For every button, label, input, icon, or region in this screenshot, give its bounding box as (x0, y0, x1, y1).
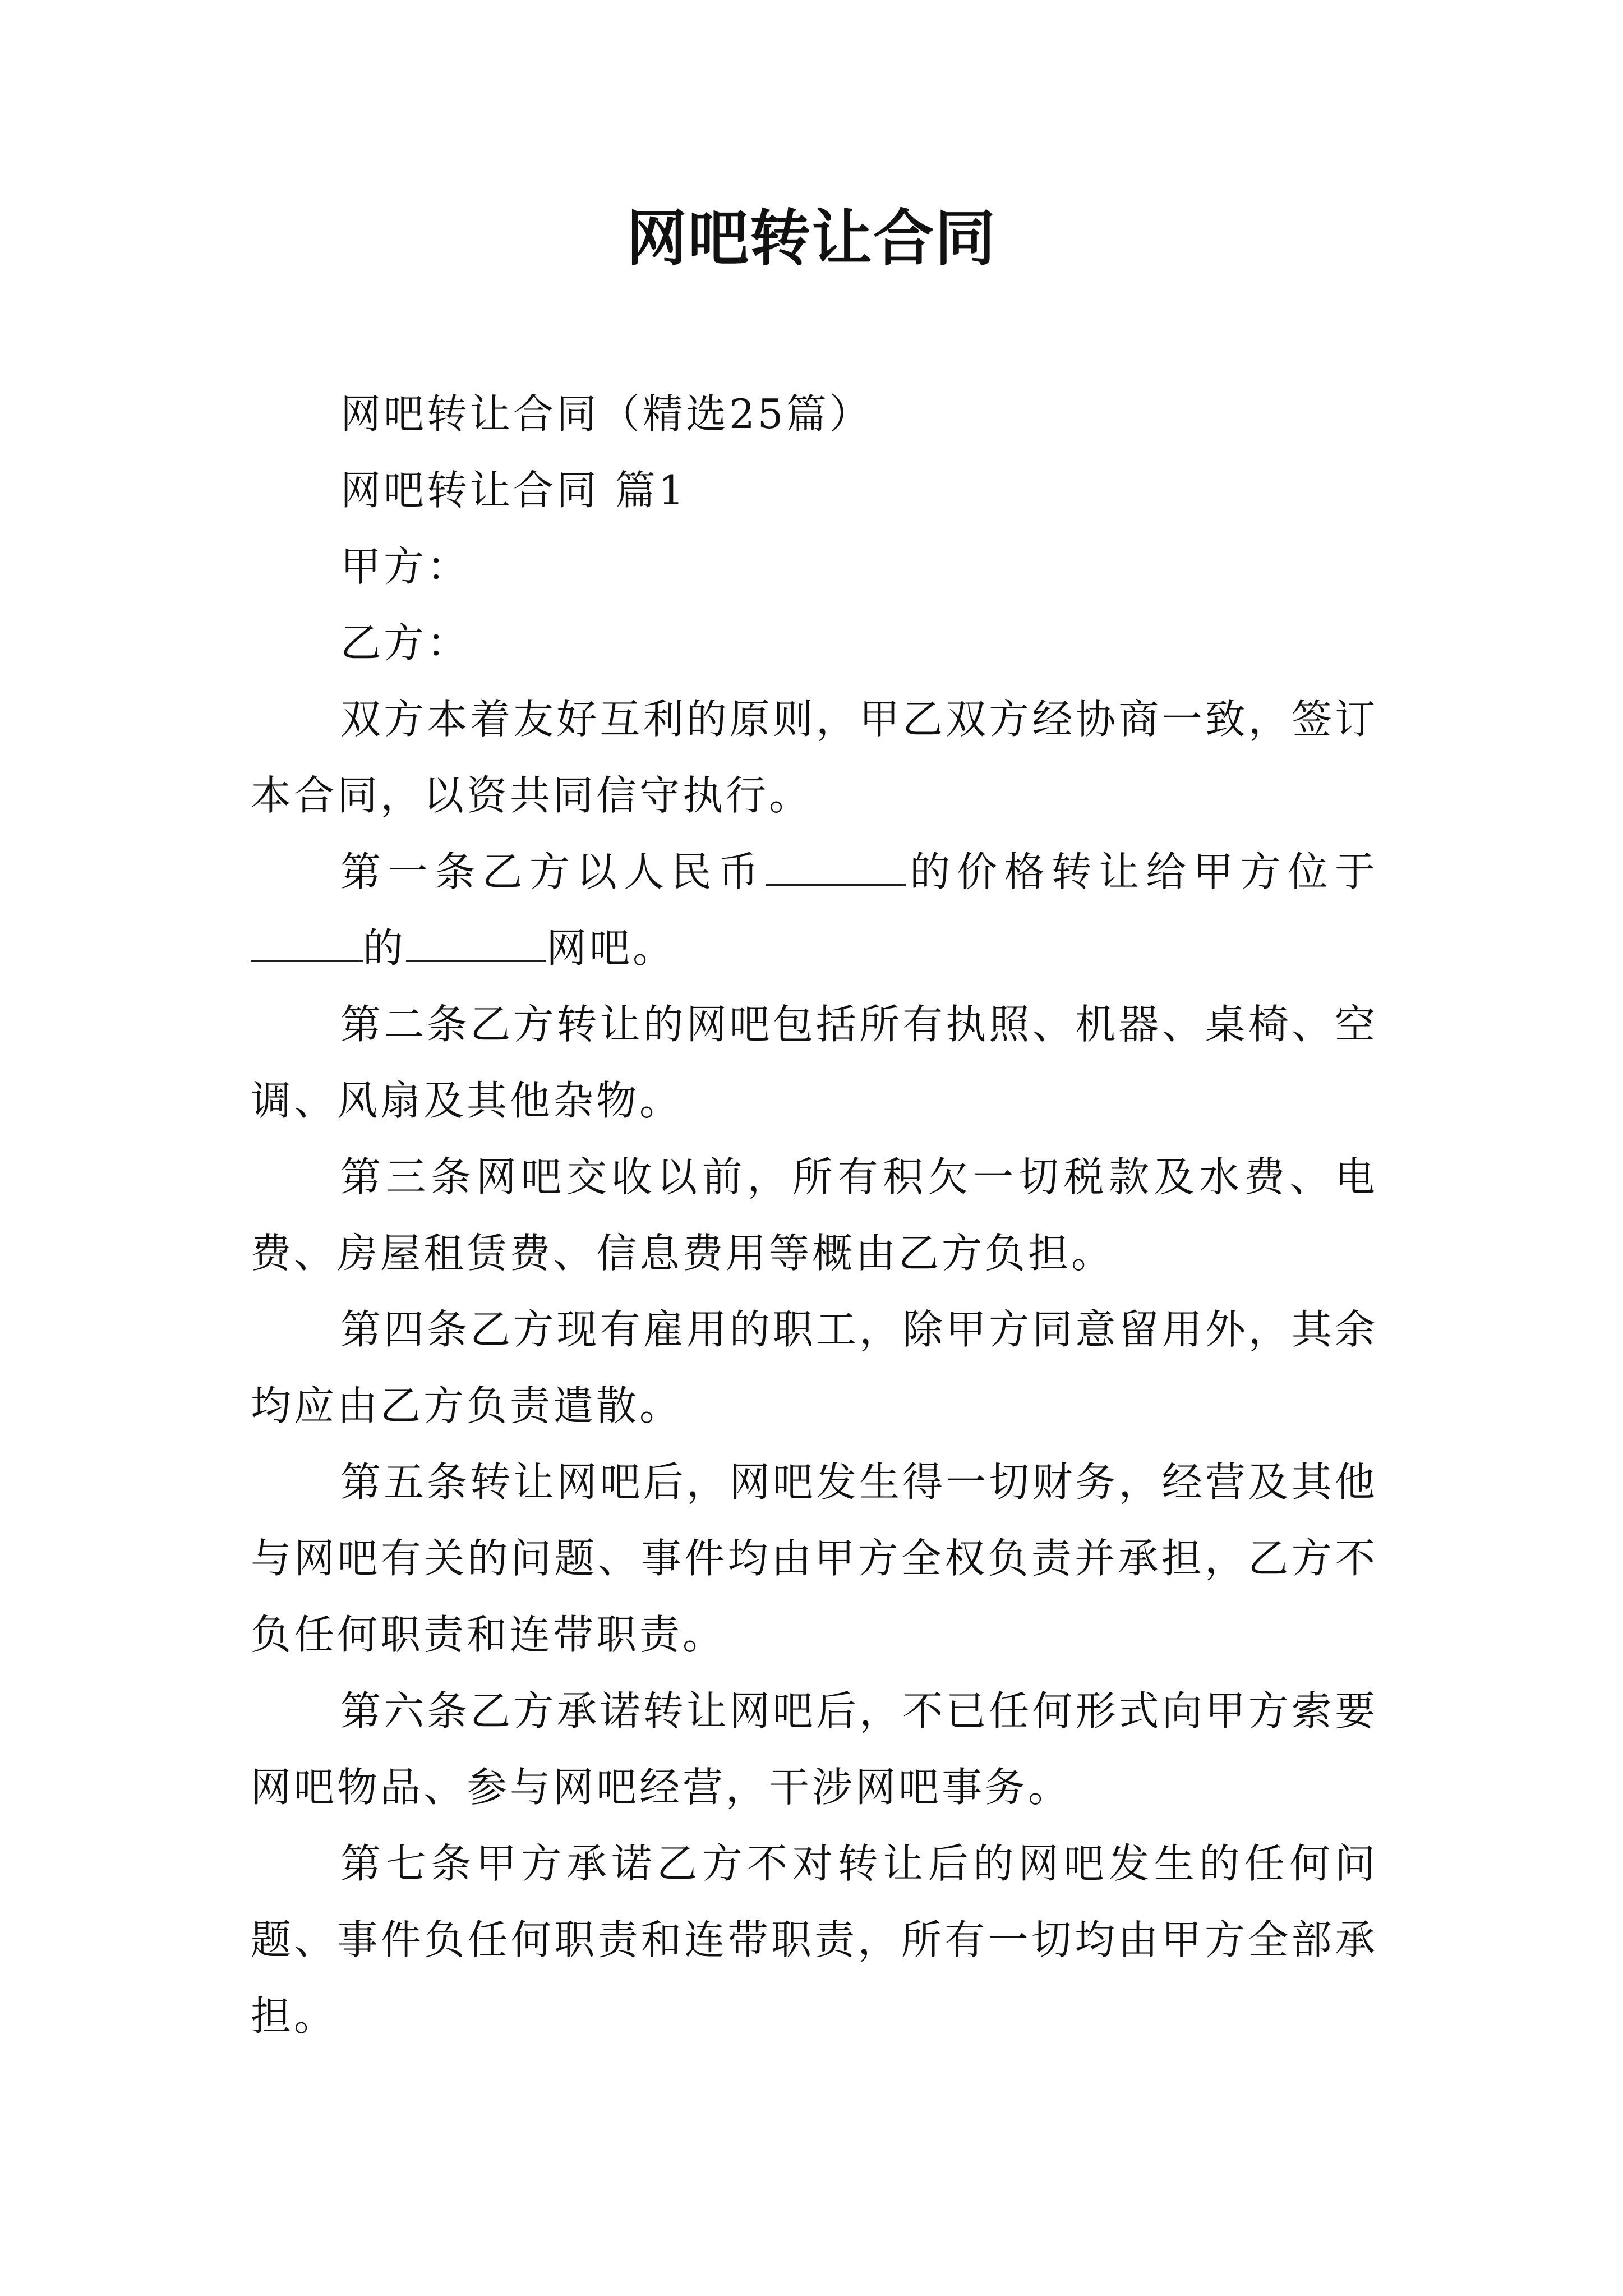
document-title: 网吧转让合同 (626, 203, 997, 274)
document-body (251, 376, 1378, 2054)
article-1-paragraph (251, 834, 1378, 986)
party-b-line: 乙方： (340, 619, 471, 666)
article-7-paragraph: 第七条甲方承诺乙方不对转让后的网吧发生的任何问题、事件负任何职责和连带职责，所有一切均由甲方全部承担。 (251, 1840, 1378, 2040)
article-3-paragraph: 第三条网吧交收以前，所有积欠一切税款及水费、电费、房屋租赁费、信息费用等概由乙方负担。 (251, 1153, 1378, 1277)
article-1-text-d: 网吧。 (546, 924, 676, 972)
article-5-paragraph: 第五条转让网吧后，网吧发生得一切财务，经营及其他与网吧有关的问题、事件均由甲方全权负责并承担，乙方不负任何职责和连带职责。 (251, 1458, 1378, 1658)
subtitle: 网吧转让合同（精选25篇） (340, 390, 873, 438)
location-blank (251, 921, 363, 962)
price-blank (766, 845, 906, 886)
article-1-text-a: 第一条乙方以人民币 (340, 848, 766, 895)
article-2-paragraph: 第二条乙方转让的网吧包括所有执照、机器、桌椅、空调、风扇及其他杂物。 (251, 1001, 1378, 1124)
preamble-paragraph: 双方本着友好互利的原则，甲乙双方经协商一致，签订本合同，以资共同信守执行。 (251, 696, 1378, 819)
name-blank (406, 921, 546, 962)
article-1-text-c: 的 (363, 924, 407, 972)
section-heading: 网吧转让合同 篇1 (340, 467, 687, 514)
article-4-paragraph: 第四条乙方现有雇用的职工，除甲方同意留用外，其余均应由乙方负责遣散。 (251, 1306, 1378, 1429)
article-6-paragraph: 第六条乙方承诺转让网吧后，不已任何形式向甲方索要网吧物品、参与网吧经营，干涉网吧事务。 (251, 1687, 1378, 1811)
article-1-text-b: 的价格转让给甲方位于 (905, 848, 1378, 895)
party-a-line: 甲方： (340, 543, 471, 590)
